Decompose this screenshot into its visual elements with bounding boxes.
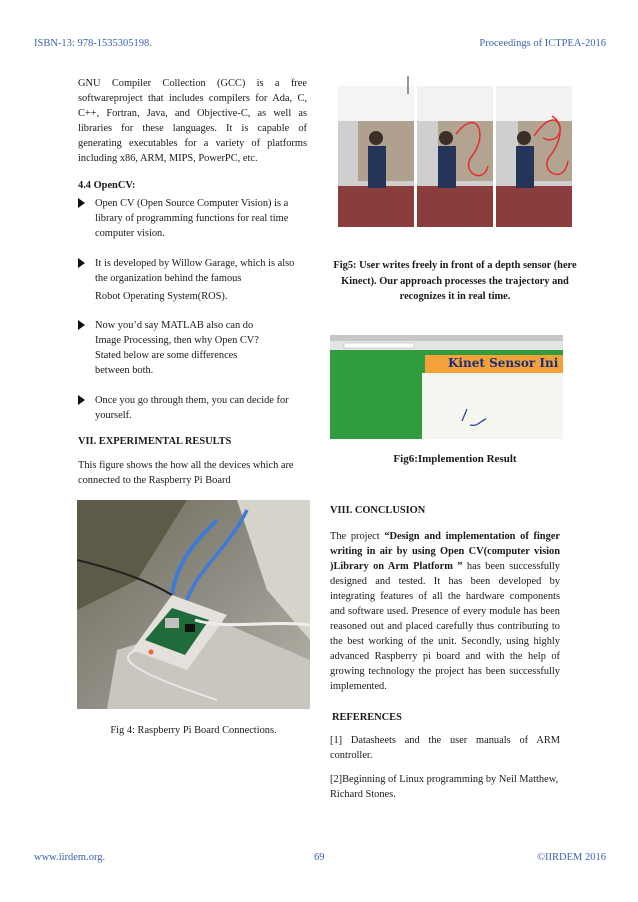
bullet-line: computer vision. xyxy=(95,228,165,239)
conclusion-project-title: “Design and implementation of finger writing in air by using Open CV(computer vision )Library on Arm Platform ” xyxy=(330,531,560,572)
reference-1: [1] Datasheets and the user manuals of ARM controller. xyxy=(330,735,560,761)
conclusion-heading: VIII. CONCLUSION xyxy=(330,505,426,516)
bullet-line: yourself. xyxy=(95,410,132,421)
fig4-raspberry-pi-photo xyxy=(77,500,310,709)
fig5-caption: Fig5: User writes freely in front of a depth sensor (here Kinect). Our approach processes the trajectory and recognizes it in real time. xyxy=(333,260,577,302)
bullet-arrow-icon xyxy=(78,258,85,268)
fig5-kinect-frames xyxy=(338,76,572,227)
opencv-heading: 4.4 OpenCV: xyxy=(78,180,136,191)
bullet-line: Robot Operating System(ROS). xyxy=(95,291,228,302)
fig6-screen-text: Kinet Sensor Ini xyxy=(448,356,559,370)
conclusion-paragraph xyxy=(330,529,560,694)
bullet-line: the organization behind the famous xyxy=(95,273,242,284)
fig5-frame-1 xyxy=(338,86,414,227)
bullet-line: library of programming functions for real time xyxy=(95,213,289,224)
bullet-line: It is developed by Willow Garage, which is also xyxy=(95,258,295,269)
header-isbn: ISBN-13: 978-1535305198. xyxy=(34,38,152,49)
results-text: This figure shows the how all the devices which are connected to the Raspberry Pi Board xyxy=(78,460,294,486)
bullet-line: between both. xyxy=(95,365,154,376)
footer-website: www.iirdem.org. xyxy=(34,852,106,863)
conclusion-pre: The project xyxy=(330,531,385,542)
fig6-screen-photo xyxy=(330,335,563,439)
footer-copyright: ©IIRDEM 2016 xyxy=(537,852,606,863)
bullet-line: Stated below are some differences xyxy=(95,350,238,361)
header-proceedings: Proceedings of ICTPEA-2016 xyxy=(479,38,606,49)
bullet-line: Once you go through them, you can decide for xyxy=(95,395,289,406)
references-heading: REFERENCES xyxy=(332,712,402,723)
bullet-line: Image Processing, then why Open CV? xyxy=(95,335,259,346)
fig6-caption: Fig6:Implemention Result xyxy=(393,453,517,465)
fig4-caption: Fig 4: Raspberry Pi Board Connections. xyxy=(110,725,277,736)
bullet-arrow-icon xyxy=(78,320,85,330)
bullet-line: Open CV (Open Source Computer Vision) is a xyxy=(95,198,289,209)
reference-2: [2]Beginning of Linux programming by Neil Matthew, Richard Stones. xyxy=(330,774,559,800)
fig5-frame-2 xyxy=(417,86,493,227)
bullet-arrow-icon xyxy=(78,198,85,208)
results-heading: VII. EXPERIMENTAL RESULTS xyxy=(78,436,232,447)
footer-page-number: 69 xyxy=(314,852,325,863)
fig5-frame-3 xyxy=(496,86,572,227)
bullet-line: Now you’d say MATLAB also can do xyxy=(95,320,254,331)
gcc-paragraph: GNU Compiler Collection (GCC) is a free softwareproject that includes compilers for Ada, C, C++, Fortran, Java, and Objective-C, as well as libraries for these languages. It is capable of generating executables for a variety of platforms including x86, ARM, MIPS, PowerPC, etc. xyxy=(78,78,307,164)
conclusion-post: has been successfully designed and tested. It has been developed by integrating features of all the hardware components and software used. Presence of every module has been reasoned out and placed carefully thus contributing to the best working of the unit. Secondly, using highly advanced Raspberry pi board and with the help of growing technology the project has been successfully implemented. xyxy=(330,561,560,692)
bullet-arrow-icon xyxy=(78,395,85,405)
